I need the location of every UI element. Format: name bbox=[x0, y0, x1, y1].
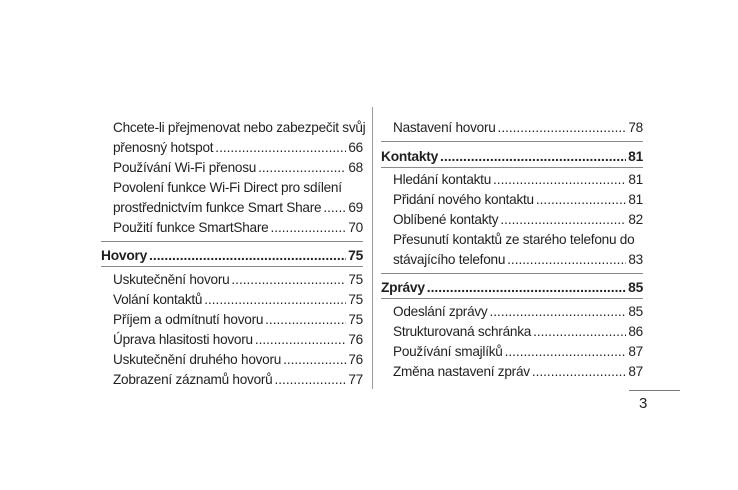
dot-leader bbox=[323, 198, 346, 218]
toc-page-number: 75 bbox=[348, 312, 363, 327]
toc-entry-label: Nastavení hovoru bbox=[393, 120, 496, 135]
toc-page-number: 85 bbox=[628, 280, 643, 295]
dot-leader bbox=[427, 278, 626, 298]
toc-entry-line: Přesunutí kontaktů ze starého telefonu do bbox=[393, 232, 635, 247]
toc-page-number: 82 bbox=[628, 212, 643, 227]
toc-page-number: 81 bbox=[628, 172, 643, 187]
dot-leader bbox=[255, 330, 347, 350]
toc-page-number: 77 bbox=[348, 372, 363, 387]
dot-leader bbox=[533, 322, 626, 342]
page-number: 3 bbox=[639, 395, 648, 412]
toc-entry[interactable] bbox=[101, 330, 363, 350]
page-number-rule bbox=[629, 390, 680, 391]
toc-entry[interactable] bbox=[381, 302, 643, 322]
toc-entry-line: Povolení funkce Wi-Fi Direct pro sdílení bbox=[113, 180, 342, 195]
dot-leader bbox=[505, 342, 627, 362]
toc-page-number: 76 bbox=[348, 352, 363, 367]
toc-section-zpravy[interactable] bbox=[381, 278, 643, 298]
dot-leader bbox=[149, 246, 346, 266]
toc-entry-label: Odeslání zprávy bbox=[393, 304, 488, 319]
toc-page-number: 87 bbox=[628, 364, 643, 379]
toc-section-kontakty[interactable] bbox=[381, 147, 643, 167]
toc-entry[interactable] bbox=[381, 322, 643, 342]
dot-leader bbox=[265, 310, 346, 330]
toc-entry-label: Použití funkce SmartShare bbox=[113, 220, 269, 235]
toc-page-number: 76 bbox=[348, 332, 363, 347]
dot-leader bbox=[498, 118, 627, 138]
toc-page-number: 86 bbox=[628, 324, 643, 339]
section-rule bbox=[381, 167, 643, 168]
toc-entry-line: Chcete-li přejmenovat nebo zabezpečit svůj bbox=[113, 120, 366, 135]
dot-leader bbox=[215, 138, 346, 158]
toc-page-number: 83 bbox=[628, 252, 643, 267]
toc-entry[interactable] bbox=[101, 370, 363, 390]
dot-leader bbox=[500, 210, 626, 230]
toc-entry-label: stávajícího telefonu bbox=[393, 252, 506, 267]
toc-page-number: 75 bbox=[348, 272, 363, 287]
toc-entry-label: přenosný hotspot bbox=[113, 140, 214, 155]
toc-entry-presun-kontaktu[interactable] bbox=[381, 250, 643, 270]
dot-leader bbox=[493, 170, 626, 190]
toc-page-number: 75 bbox=[348, 248, 363, 263]
toc-page-number: 66 bbox=[348, 140, 363, 155]
toc-entry[interactable] bbox=[101, 350, 363, 370]
toc-entry-label: prostřednictvím funkce Smart Share bbox=[113, 200, 322, 215]
toc-entry[interactable] bbox=[101, 290, 363, 310]
dot-leader bbox=[231, 270, 346, 290]
toc-entry-label: Uskutečnění hovoru bbox=[113, 272, 230, 287]
toc-page-number: 81 bbox=[628, 149, 643, 164]
toc-entry[interactable] bbox=[101, 310, 363, 330]
dot-leader bbox=[489, 302, 626, 322]
section-rule bbox=[101, 241, 363, 242]
toc-entry-nastaveni-hovoru[interactable] bbox=[381, 118, 643, 138]
toc-page-number: 85 bbox=[628, 304, 643, 319]
toc-entry-wifi-prenos[interactable] bbox=[101, 158, 363, 178]
toc-entry[interactable] bbox=[381, 342, 643, 362]
dot-leader bbox=[274, 370, 346, 390]
dot-leader bbox=[258, 158, 346, 178]
toc-entry[interactable] bbox=[381, 362, 643, 382]
toc-entry-label: Příjem a odmítnutí hovoru bbox=[113, 312, 264, 327]
toc-entry-wifi-direct[interactable] bbox=[101, 198, 363, 218]
toc-entry[interactable] bbox=[381, 210, 643, 230]
toc-entry-smartshare[interactable] bbox=[101, 218, 363, 238]
toc-entry[interactable] bbox=[381, 170, 643, 190]
toc-entry-hotspot[interactable] bbox=[101, 138, 363, 158]
toc-section-title: Hovory bbox=[101, 248, 148, 263]
toc-entry-label: Strukturovaná schránka bbox=[393, 324, 532, 339]
toc-entry[interactable] bbox=[381, 190, 643, 210]
toc-page-number: 70 bbox=[348, 220, 363, 235]
toc-entry-label: Přidání nového kontaktu bbox=[393, 192, 534, 207]
toc-entry-label: Volání kontaktů bbox=[113, 292, 203, 307]
toc-entry-label: Používání smajlíků bbox=[393, 344, 503, 359]
toc-page-number: 78 bbox=[628, 120, 643, 135]
dot-leader bbox=[270, 218, 346, 238]
toc-entry-label: Zobrazení záznamů hovorů bbox=[113, 372, 273, 387]
toc-entry-label: Hledání kontaktu bbox=[393, 172, 492, 187]
toc-section-title: Zprávy bbox=[381, 280, 425, 295]
dot-leader bbox=[283, 350, 346, 370]
toc-page-number: 81 bbox=[628, 192, 643, 207]
toc-entry-label: Uskutečnění druhého hovoru bbox=[113, 352, 282, 367]
dot-leader bbox=[536, 190, 627, 210]
toc-entry-label: Používání Wi-Fi přenosu bbox=[113, 160, 257, 175]
section-rule bbox=[101, 266, 363, 267]
section-rule bbox=[381, 298, 643, 299]
dot-leader bbox=[507, 250, 626, 270]
column-divider bbox=[372, 107, 373, 389]
dot-leader bbox=[440, 147, 626, 167]
toc-page-number: 69 bbox=[348, 200, 363, 215]
dot-leader bbox=[532, 362, 627, 382]
section-rule bbox=[381, 273, 643, 274]
toc-page-number: 68 bbox=[348, 160, 363, 175]
toc-entry-label: Změna nastavení zpráv bbox=[393, 364, 530, 379]
toc-entry-label: Úprava hlasitosti hovoru bbox=[113, 332, 253, 347]
toc-entry[interactable] bbox=[101, 270, 363, 290]
toc-section-hovory[interactable] bbox=[101, 246, 363, 266]
toc-entry-label: Oblíbené kontakty bbox=[393, 212, 499, 227]
toc-section-title: Kontakty bbox=[381, 149, 439, 164]
toc-page-number: 75 bbox=[348, 292, 363, 307]
toc-page-number: 87 bbox=[628, 344, 643, 359]
section-rule bbox=[381, 141, 643, 142]
dot-leader bbox=[204, 290, 346, 310]
